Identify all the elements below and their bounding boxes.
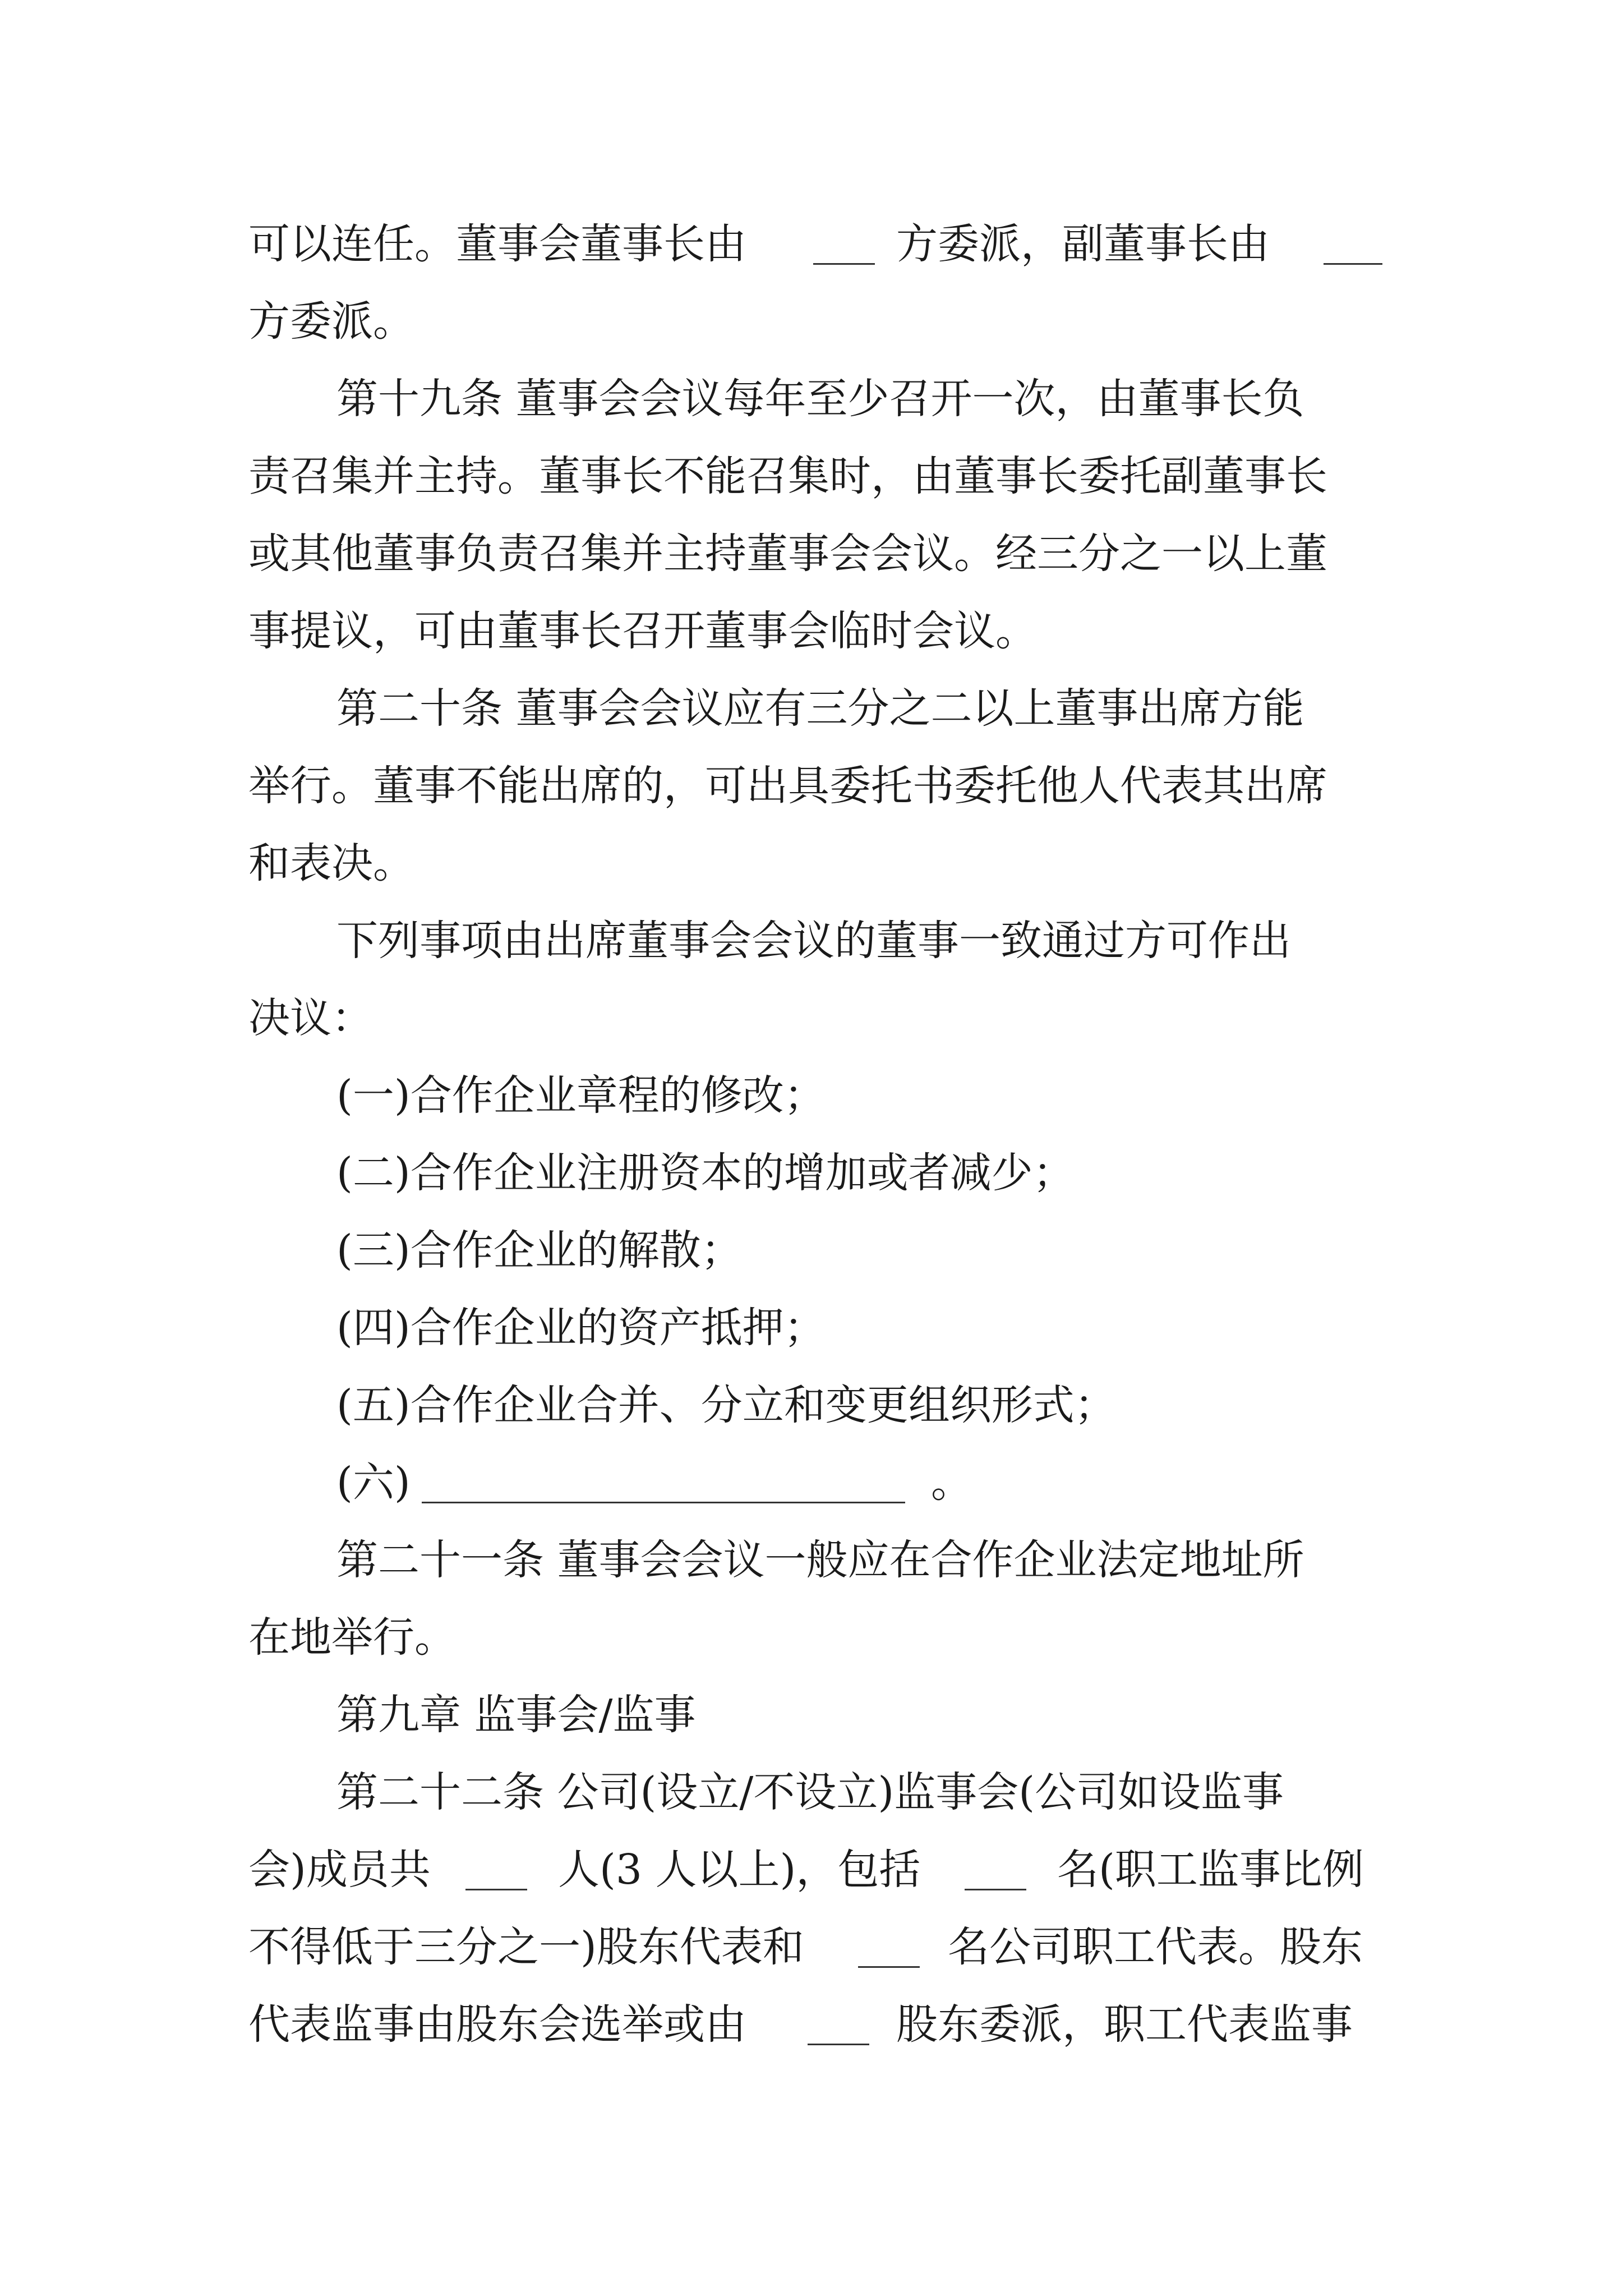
text-segment: 责召集并主持。董事长不能召集时，由董事长委托副董事长 bbox=[248, 452, 1327, 500]
text-line bbox=[0, 1607, 1623, 1668]
fill-in-blank bbox=[808, 1994, 869, 2055]
text-segment: 和表决。 bbox=[248, 839, 414, 887]
text-segment: 第十九条 董事会会议每年至少召开一次，由董事长负 bbox=[336, 375, 1304, 423]
chapter-heading bbox=[0, 1684, 1623, 1746]
text-segment: (二)合作企业注册资本的增加或者减少； bbox=[336, 1149, 1075, 1197]
text-segment: (一)合作企业章程的修改； bbox=[336, 1071, 826, 1120]
text-line bbox=[0, 755, 1623, 817]
text-line bbox=[0, 523, 1623, 585]
text-segment: 可以连任。董事会董事长由 bbox=[248, 220, 746, 268]
article-heading-line bbox=[0, 1761, 1623, 1823]
fill-in-blank bbox=[1324, 213, 1382, 275]
text-segment: 第九章 监事会/监事 bbox=[336, 1691, 696, 1739]
text-segment: 会)成员共 bbox=[248, 1846, 431, 1894]
list-item bbox=[0, 1142, 1623, 1204]
text-segment: (四)合作企业的资产抵押； bbox=[336, 1304, 826, 1352]
text-segment: (三)合作企业的解散； bbox=[336, 1226, 743, 1274]
fill-in-blank bbox=[422, 1452, 905, 1513]
text-segment: (六) bbox=[336, 1458, 411, 1507]
text-segment: 代表监事由股东会选举或由 bbox=[248, 2000, 746, 2049]
fill-in-blank bbox=[465, 1839, 527, 1901]
text-line bbox=[0, 1916, 1623, 1978]
article-heading-line bbox=[0, 368, 1623, 430]
text-segment: 名(职工监事比例 bbox=[1057, 1846, 1364, 1894]
article-heading-line bbox=[0, 1529, 1623, 1591]
text-segment: 方委派，副董事长由 bbox=[896, 220, 1270, 268]
text-line bbox=[0, 213, 1623, 275]
text-line bbox=[0, 445, 1623, 507]
text-line bbox=[0, 1839, 1623, 1901]
text-segment: 第二十条 董事会会议应有三分之二以上董事出席方能 bbox=[336, 684, 1304, 733]
list-item bbox=[0, 1065, 1623, 1126]
list-item bbox=[0, 1220, 1623, 1281]
text-segment: 事提议，可由董事长召开董事会临时会议。 bbox=[248, 607, 1037, 655]
text-segment: 人(3 人以上)，包括 bbox=[558, 1846, 921, 1894]
text-segment: 或其他董事负责召集并主持董事会会议。经三分之一以上董 bbox=[248, 530, 1327, 578]
text-line bbox=[0, 291, 1623, 352]
list-item bbox=[0, 1452, 1623, 1513]
text-line bbox=[0, 600, 1623, 662]
text-line bbox=[0, 1994, 1623, 2055]
text-segment: 决议： bbox=[248, 994, 373, 1042]
text-segment: 举行。董事不能出席的，可出具委托书委托他人代表其出席 bbox=[248, 762, 1327, 810]
text-segment: 。 bbox=[931, 1458, 972, 1507]
text-line bbox=[0, 987, 1623, 1049]
text-segment: 第二十二条 公司(设立/不设立)监事会(公司如设监事 bbox=[336, 1768, 1284, 1816]
fill-in-blank bbox=[858, 1916, 920, 1978]
article-heading-line bbox=[0, 678, 1623, 739]
text-segment: 在地举行。 bbox=[248, 1613, 456, 1662]
list-item bbox=[0, 1297, 1623, 1359]
fill-in-blank bbox=[813, 213, 875, 275]
text-segment: (五)合作企业合并、分立和变更组织形式； bbox=[336, 1381, 1116, 1429]
text-segment: 不得低于三分之一)股东代表和 bbox=[248, 1923, 804, 1971]
text-segment: 第二十一条 董事会会议一般应在合作企业法定地址所 bbox=[336, 1536, 1304, 1584]
text-line bbox=[0, 910, 1623, 972]
text-line bbox=[0, 832, 1623, 894]
text-segment: 名公司职工代表。股东 bbox=[948, 1923, 1363, 1971]
text-segment: 下列事项由出席董事会会议的董事一致通过方可作出 bbox=[336, 917, 1291, 965]
list-item bbox=[0, 1374, 1623, 1436]
fill-in-blank bbox=[965, 1839, 1026, 1901]
text-segment: 方委派。 bbox=[248, 297, 414, 346]
text-segment: 股东委派，职工代表监事 bbox=[896, 2000, 1353, 2049]
